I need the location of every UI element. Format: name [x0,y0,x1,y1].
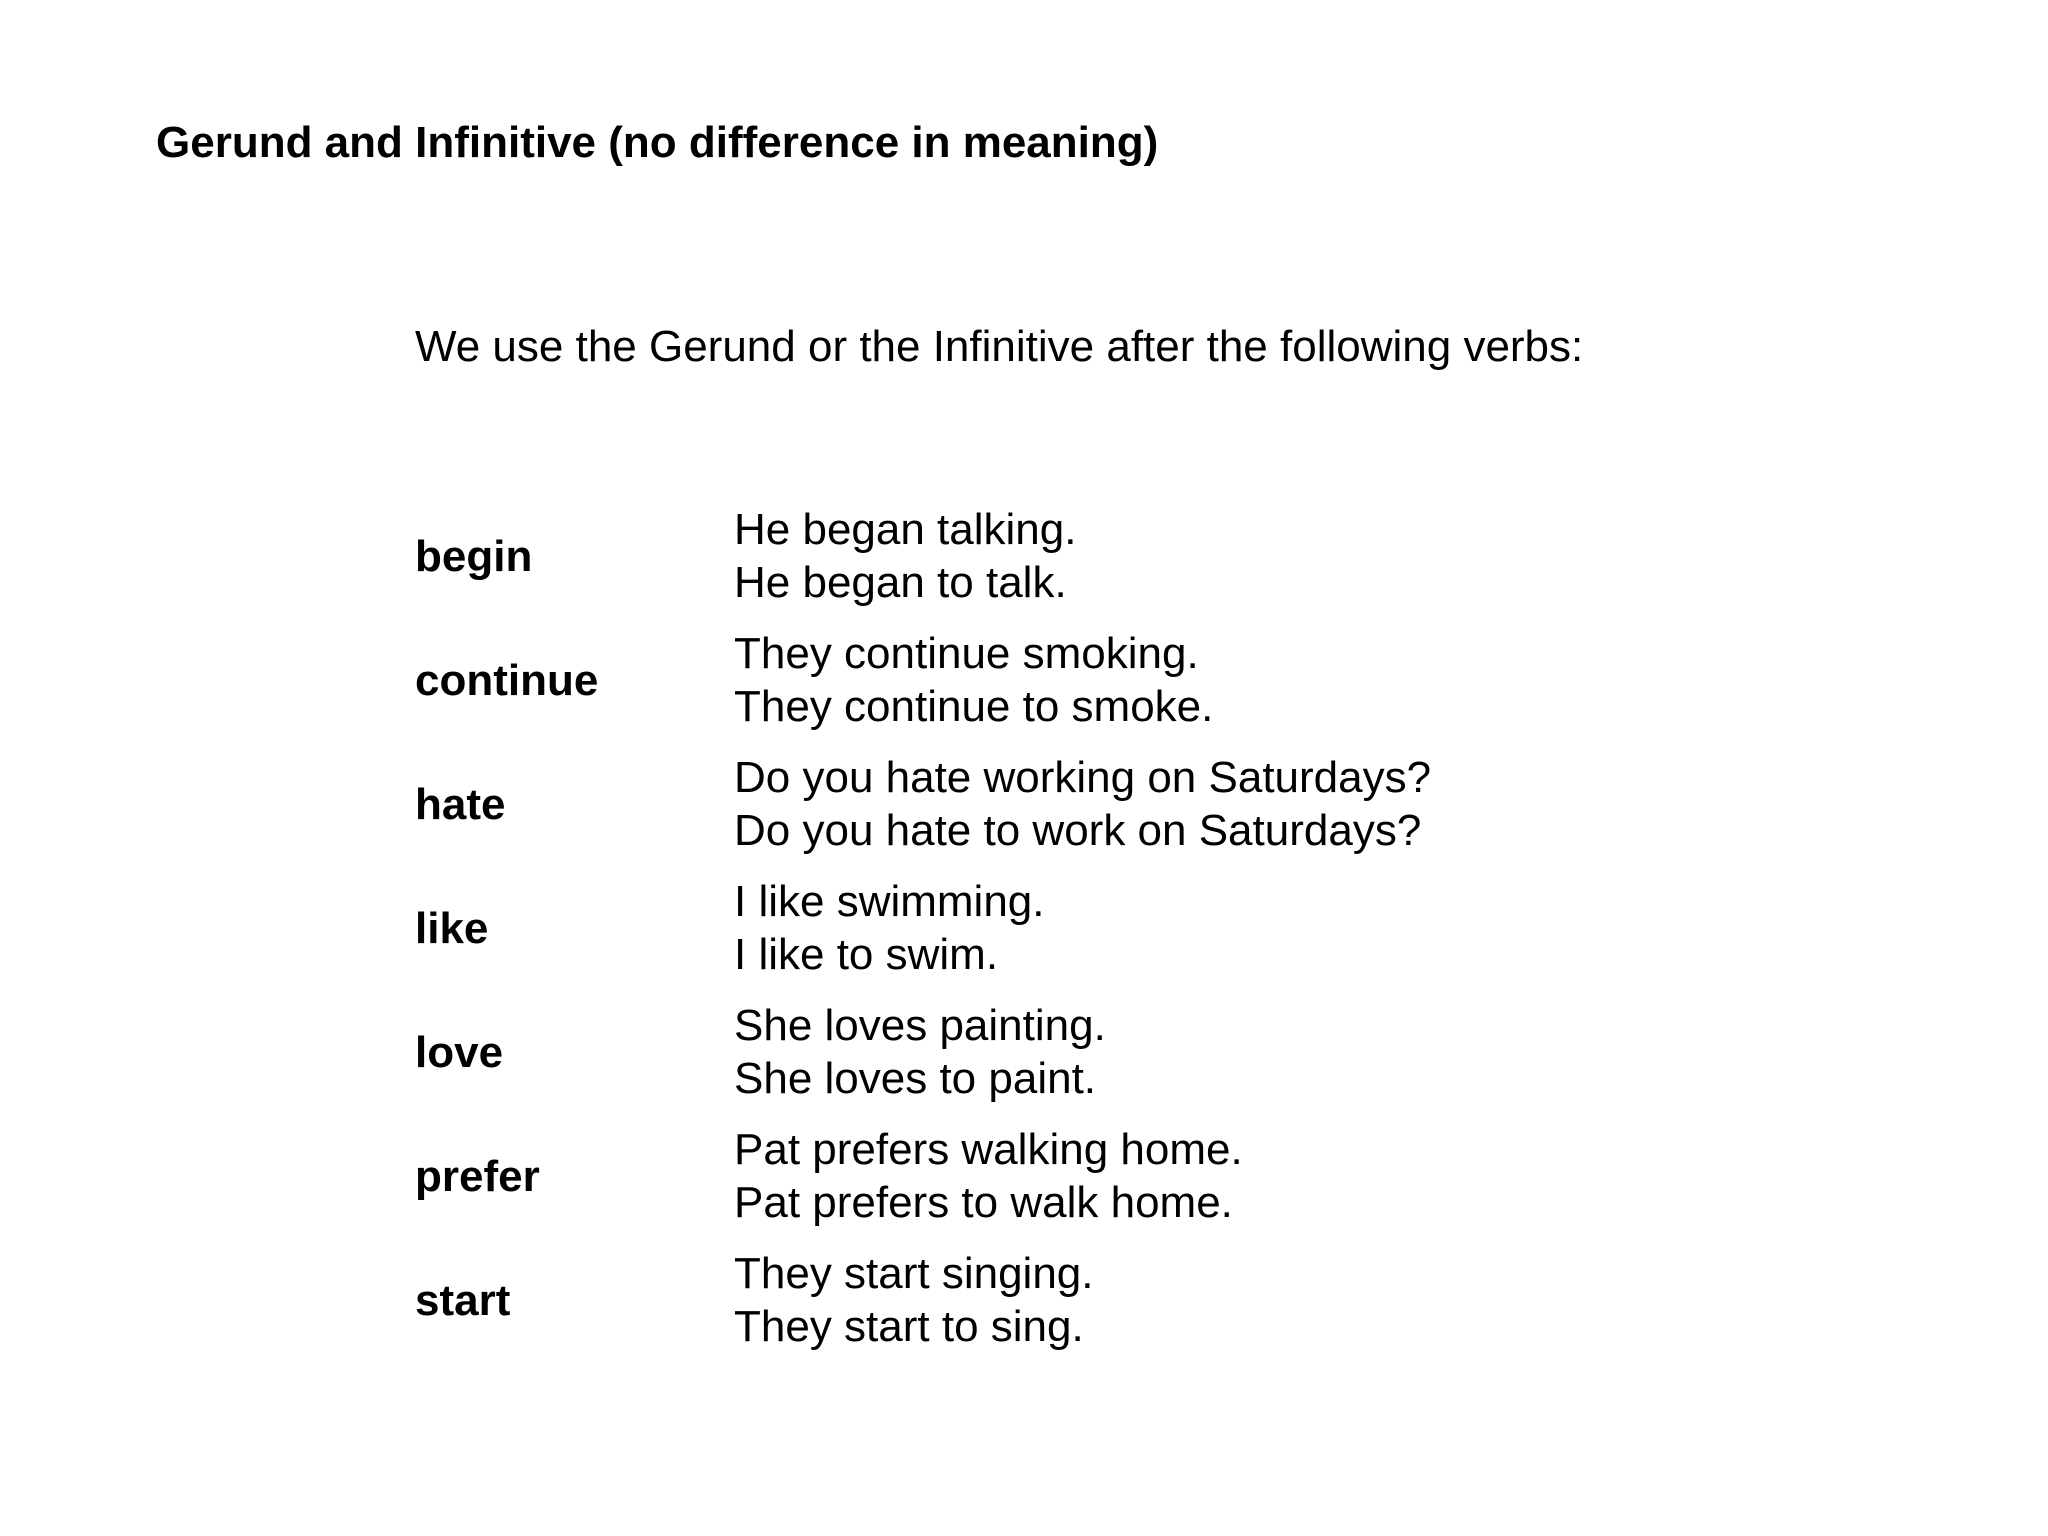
verb-label: start [415,1275,511,1325]
gerund-example: They continue smoking. [734,629,1199,678]
infinitive-example: He began to talk. [734,558,1067,607]
gerund-example: She loves painting. [734,1001,1106,1050]
page-title: Gerund and Infinitive (no difference in meaning) [156,118,1159,167]
examples [734,1247,1094,1353]
examples [734,503,1076,609]
gerund-example: Do you hate working on Saturdays? [734,753,1432,802]
verb-label: hate [415,779,506,829]
verb-row-like [415,866,1615,990]
verb-row-hate [415,742,1615,866]
gerund-example: I like swimming. [734,877,1045,926]
examples [734,751,1431,857]
infinitive-example: They start to sing. [734,1302,1084,1351]
verb-label: continue [415,655,599,705]
infinitive-example: Do you hate to work on Saturdays? [734,806,1422,855]
examples [734,999,1106,1105]
infinitive-example: Pat prefers to walk home. [734,1178,1233,1227]
verb-label: love [415,1027,504,1077]
gerund-example: He began talking. [734,505,1077,554]
examples [734,875,1045,981]
infinitive-example: She loves to paint. [734,1054,1097,1103]
intro-text: We use the Gerund or the Infinitive after the following verbs: [415,322,1584,371]
verb-row-prefer [415,1114,1615,1238]
verb-table [415,494,1615,1362]
verb-row-start [415,1238,1615,1362]
verb-label: prefer [415,1151,540,1201]
verb-label: begin [415,531,533,581]
examples [734,1123,1243,1229]
examples [734,627,1213,733]
gerund-example: Pat prefers walking home. [734,1125,1243,1174]
verb-row-love [415,990,1615,1114]
infinitive-example: I like to swim. [734,930,999,979]
gerund-example: They start singing. [734,1249,1094,1298]
verb-label: like [415,903,489,953]
verb-row-continue [415,618,1615,742]
infinitive-example: They continue to smoke. [734,682,1214,731]
verb-row-begin [415,494,1615,618]
